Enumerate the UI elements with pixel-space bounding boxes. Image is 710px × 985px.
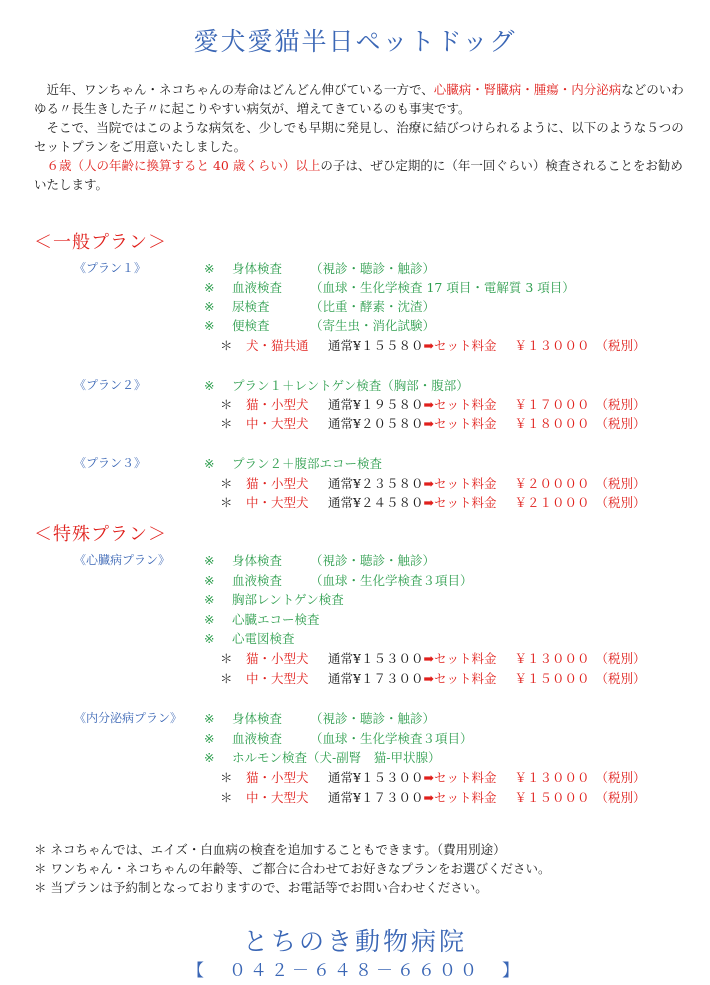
intro-paragraph-2: そこで、当院ではこのような病気を、少しでも早期に発見し、治療に結びつけられるように、以下のような５つのセットプランをご用意いたしました。 (34, 120, 684, 154)
endocrine-plan-item: ※ 身体検査 （視診・聴診・触診） (204, 711, 436, 726)
general-plan-heading: ＜一般プラン＞ (34, 232, 167, 253)
endocrine-plan-item: ※ 血液検査 （血球・生化学検査３項目） (204, 731, 473, 746)
plan-3-price-row: ＊ 中・大型犬 通常¥２４５８０➡セット料金 ￥２１０００ （税別） (220, 495, 646, 510)
footnote: ＊ ワンちゃん・ネコちゃんの年齢等、ご都合に合わせてお好きなプランをお選びください。 (34, 861, 551, 876)
plan-2-label: 《プラン２》 (74, 378, 147, 392)
footnotes (34, 840, 550, 897)
plan-1-item: ※ 便検査 （寄生虫・消化試験） (204, 318, 436, 333)
intro-p1-a: 近年、ワンちゃん・ネコちゃんの寿命はどんどん伸びている一方で、 (34, 82, 434, 97)
intro-text (34, 80, 694, 194)
plan-3-price-row: ＊ 猫・小型犬 通常¥２３５８０➡セット料金 ￥２００００ （税別） (220, 476, 646, 491)
plan-3-item: ※ プラン２＋腹部エコー検査 (204, 456, 383, 471)
endocrine-plan-item: ※ ホルモン検査（犬-副腎 猫-甲状腺） (204, 750, 441, 765)
plan-2-item: ※ プラン１＋レントゲン検査（胸部・腹部） (204, 378, 469, 393)
plan-2-price-row: ＊ 中・大型犬 通常¥２０５８０➡セット料金 ￥１８０００ （税別） (220, 416, 646, 431)
plan-1-item: ※ 尿検査 （比重・酵素・沈渣） (204, 299, 436, 314)
page-title: 愛犬愛猫半日ペットドッグ (193, 27, 517, 56)
intro-paragraph-3 (34, 156, 694, 194)
hospital-name: とちのき動物病院 (242, 927, 467, 956)
plan-3-label: 《プラン３》 (74, 456, 147, 470)
intro-p3-b: の子は、ぜひ定期的に（年一回ぐらい）検査されることをお勧めいたします。 (34, 158, 683, 192)
footnote: ＊ 当プランは予約制となっておりますので、お電話等でお問い合わせください。 (34, 880, 488, 895)
heart-plan-price-row: ＊ 中・大型犬 通常¥１７３００➡セット料金 ￥１５０００ （税別） (220, 671, 646, 686)
footnote: ＊ ネコちゃんでは、エイズ・白血病の検査を追加することもできます。（費用別途） (34, 842, 506, 857)
heart-plan-item: ※ 血液検査 （血球・生化学検査３項目） (204, 573, 473, 588)
plan-1-item: ※ 身体検査 （視診・聴診・触診） (204, 261, 436, 276)
plan-2-price-row: ＊ 猫・小型犬 通常¥１９５８０➡セット料金 ￥１７０００ （税別） (220, 397, 646, 412)
plan-1-item: ※ 血液検査 （血球・生化学検査 17 項目・電解質 3 項目） (204, 280, 575, 295)
heart-plan-item: ※ 身体検査 （視診・聴診・触診） (204, 553, 436, 568)
plan-1-price-row: ＊ 犬・猫共通 通常¥１５５８０➡セット料金 ￥１３０００ （税別） (220, 338, 646, 353)
endocrine-plan-price-row: ＊ 猫・小型犬 通常¥１５３００➡セット料金 ￥１３０００ （税別） (220, 770, 646, 785)
heart-plan-label: 《心臓病プラン》 (74, 553, 171, 567)
phone-number: 【 ０４２－６４８－６６００ 】 (187, 961, 523, 981)
special-plan-heading: ＜特殊プラン＞ (34, 524, 167, 545)
intro-paragraph-1 (34, 80, 694, 118)
endocrine-plan-price-row: ＊ 中・大型犬 通常¥１７３００➡セット料金 ￥１５０００ （税別） (220, 790, 646, 805)
intro-p1-diseases: 心臓病・腎臓病・腫瘍・内分泌病 (433, 82, 622, 97)
intro-p3-age: ６歳（人の年齢に換算すると 40 歳くらい）以上 (34, 158, 321, 173)
heart-plan-price-row: ＊ 猫・小型犬 通常¥１５３００➡セット料金 ￥１３０００ （税別） (220, 651, 646, 666)
heart-plan-item: ※ 心電図検査 (204, 631, 295, 646)
heart-plan-item: ※ 胸部レントゲン検査 (204, 592, 344, 607)
plan-1-label: 《プラン１》 (74, 261, 147, 275)
endocrine-plan-label: 《内分泌病プラン》 (74, 711, 183, 725)
intro-p1-b: などのいわゆる〃長生きした子〃に起こりやすい病気が、増えてきているのも事実です。 (34, 82, 684, 116)
heart-plan-item: ※ 心臓エコー検査 (204, 612, 320, 627)
